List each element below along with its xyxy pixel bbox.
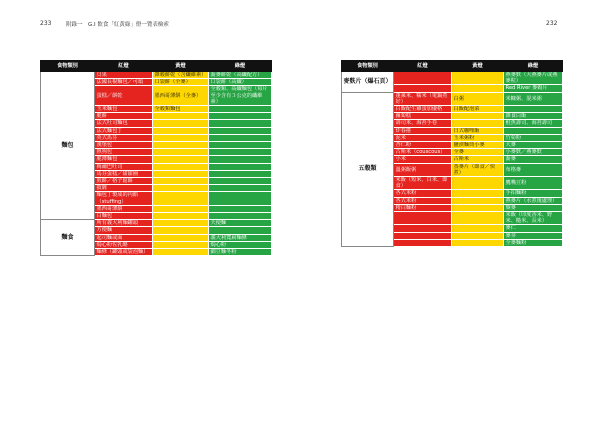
green-cell: 焗心粉 <box>209 241 272 248</box>
red-cell <box>394 85 452 92</box>
red-cell <box>394 72 452 85</box>
yellow-cell: 全穀類麵包 <box>153 106 209 113</box>
green-cell <box>504 127 563 134</box>
yellow-cell <box>452 197 504 204</box>
green-cell: 燕麥麩（大燕麥片或燕麥粒） <box>504 72 563 85</box>
red-cell: 泥米 <box>394 134 452 141</box>
col-header-red: 紅燈 <box>394 61 452 72</box>
green-cell: 鮭魚壽司、海苔壽司 <box>504 120 563 127</box>
yellow-cell <box>153 120 209 127</box>
green-cell <box>209 149 272 156</box>
green-cell: 手拍麵粉 <box>504 190 563 197</box>
red-cell: 墨西哥薄餅 <box>95 205 153 212</box>
col-header-yellow: 黃燈 <box>452 61 504 72</box>
table-header-row <box>41 61 272 72</box>
right-page-number: 232 <box>546 20 558 27</box>
red-cell <box>394 232 452 239</box>
yellow-cell <box>153 127 209 134</box>
col-header-category: 食物類別 <box>41 61 95 72</box>
red-cell: 精白麵粉 <box>394 204 452 211</box>
yellow-cell <box>452 113 504 120</box>
running-head: 附錄一 G.I 飲食「紅黃綠」燈一覽表檢索 <box>66 22 169 28</box>
right-page-table <box>341 60 563 247</box>
col-header-red: 紅燈 <box>95 61 153 72</box>
red-cell: 馬芬蛋糕／甜甜圈 <box>95 170 153 177</box>
yellow-cell: 雜穀餅乾（含纖維素） <box>153 72 209 79</box>
yellow-cell <box>153 134 209 141</box>
yellow-cell <box>452 72 504 85</box>
yellow-cell <box>452 212 504 225</box>
yellow-cell <box>153 205 209 212</box>
category-cell: 麥麩片（爆石頁） <box>342 72 394 93</box>
yellow-cell: 古斯米 <box>452 156 504 163</box>
green-cell: 義大利寬扁麵條 <box>209 234 272 241</box>
green-cell: 燕麥片（水煮後處理） <box>504 197 563 204</box>
green-cell: Red River 麥穀片 <box>504 85 563 92</box>
green-cell <box>209 120 272 127</box>
red-cell: 麵條（罐頭或袋泡麵） <box>95 249 153 256</box>
red-cell: 法式吐司麵包 <box>95 120 153 127</box>
red-cell <box>394 225 452 232</box>
red-cell: 蛋糕／餅乾 <box>95 86 153 106</box>
yellow-cell: 全麥 <box>452 149 504 156</box>
red-cell: 脆餅 <box>95 113 153 120</box>
red-cell: 披薩 <box>95 185 153 192</box>
red-cell: 小米 <box>394 156 452 163</box>
green-cell: 口袋餅（高纖） <box>209 79 272 86</box>
yellow-cell <box>452 204 504 211</box>
table-row <box>41 220 272 227</box>
red-cell: 古斯米（couscous） <box>394 149 452 156</box>
green-cell: 米糠粥、混米粥 <box>504 92 563 105</box>
green-cell <box>209 213 272 220</box>
yellow-cell <box>452 232 504 239</box>
green-cell: 蕎麥 <box>504 156 563 163</box>
green-cell: 米飯（印度香米、野米、糙米、長米） <box>504 212 563 225</box>
green-cell <box>209 192 272 205</box>
category-cell: 麵食 <box>41 220 95 256</box>
left-page-number: 233 <box>40 20 52 27</box>
red-cell: 貝果 <box>95 72 153 79</box>
red-cell: 玉米麵包 <box>95 106 153 113</box>
red-cell: 起司麵或面 <box>95 234 153 241</box>
red-cell: 方便麵 <box>95 227 153 234</box>
red-cell: 蘿蔔糕 <box>394 113 452 120</box>
green-cell <box>209 127 272 134</box>
yellow-cell: 玉米粥粉 <box>452 134 504 141</box>
red-cell: 焗心粉佐乳酪 <box>95 241 153 248</box>
red-cell: 白麵包 <box>95 213 153 220</box>
yellow-cell <box>153 185 209 192</box>
green-cell <box>504 106 563 113</box>
yellow-cell <box>452 239 504 246</box>
yellow-cell <box>153 156 209 163</box>
col-header-green: 綠燈 <box>209 61 272 72</box>
green-cell: 大麥 <box>504 142 563 149</box>
red-cell: 法國長棍麵包／可頌 <box>95 79 153 86</box>
yellow-cell <box>452 85 504 92</box>
yellow-cell <box>452 120 504 127</box>
green-cell: 雜食白飯 <box>504 113 563 120</box>
table-header-row <box>342 61 563 72</box>
yellow-cell <box>452 177 504 190</box>
yellow-cell <box>153 178 209 185</box>
green-cell: 布格麥 <box>504 163 563 176</box>
green-cell: 小麥麩／燕麥麩 <box>504 149 563 156</box>
red-cell <box>394 212 452 225</box>
category-cell: 五穀類 <box>342 92 394 246</box>
red-cell: 梅爾巴吐司 <box>95 163 153 170</box>
yellow-cell <box>153 142 209 149</box>
green-cell: 麥芽 <box>504 232 563 239</box>
red-cell: 炸春捲 <box>394 127 452 134</box>
green-cell: 全穀類、高纖麵包（每片至少含有３公克的纖維素） <box>209 86 272 106</box>
yellow-cell <box>153 149 209 156</box>
col-header-yellow: 黃燈 <box>153 61 209 72</box>
red-cell: 漢堡包 <box>95 142 153 149</box>
red-cell: 法式麵包丁 <box>95 127 153 134</box>
green-cell <box>209 134 272 141</box>
green-cell: 天使麵 <box>209 220 272 227</box>
left-page-table <box>40 60 272 256</box>
red-cell <box>394 239 452 246</box>
red-cell: 麵包丁製成的內餡（stuffing） <box>95 192 153 205</box>
yellow-cell <box>153 113 209 120</box>
table-row <box>41 72 272 79</box>
yellow-cell <box>153 249 209 256</box>
col-header-green: 綠燈 <box>504 61 563 72</box>
red-cell: 脆薄麵包 <box>95 156 153 163</box>
yellow-cell <box>153 241 209 248</box>
green-cell <box>209 163 272 170</box>
green-cell: 麥仁 <box>504 225 563 232</box>
green-cell <box>209 106 272 113</box>
red-cell: 各式米粉 <box>394 190 452 197</box>
yellow-cell <box>153 227 209 234</box>
green-cell: 細豆麵冬粉 <box>209 249 272 256</box>
col-header-category: 食物類別 <box>342 61 394 72</box>
red-cell: 熱狗包 <box>95 149 153 156</box>
red-cell: 壽司米、海苔手卷 <box>394 120 452 127</box>
green-cell: 蕎麥餅乾（高纖配方） <box>209 72 272 79</box>
green-cell <box>209 227 272 234</box>
table-row <box>342 72 563 85</box>
red-cell: 溫粥飯粥 <box>394 163 452 176</box>
yellow-cell <box>452 190 504 197</box>
green-cell <box>209 178 272 185</box>
yellow-cell <box>153 163 209 170</box>
red-cell: 所有義大利麵罐頭 <box>95 220 153 227</box>
yellow-cell: 日式咖哩飯 <box>452 127 504 134</box>
table-row <box>342 92 563 105</box>
green-cell: 鷹嘴豆粉 <box>504 177 563 190</box>
category-cell: 麵包 <box>41 72 95 220</box>
red-cell: 各式米粉 <box>394 197 452 204</box>
red-cell: 杏仁粉 <box>394 142 452 149</box>
yellow-cell: 鹽漬麵筒小麥 <box>452 142 504 149</box>
green-cell <box>209 185 272 192</box>
green-cell <box>209 113 272 120</box>
green-cell <box>209 205 272 212</box>
green-cell <box>209 170 272 177</box>
red-cell: 英式馬芬 <box>95 134 153 141</box>
red-cell: 蓬萊米、糯米（電鍋煮好） <box>394 92 452 105</box>
green-cell <box>209 156 272 163</box>
yellow-cell: 蒸麥片（即食／快煮） <box>452 163 504 176</box>
green-cell: 全麥麵粉 <box>504 239 563 246</box>
red-cell: 煎餅／格子鬆餅 <box>95 178 153 185</box>
red-cell: 米飯（短米、白米、即食） <box>394 177 452 190</box>
yellow-cell: 白飯配泡菜 <box>452 106 504 113</box>
green-cell: 藜麥 <box>504 204 563 211</box>
green-cell <box>209 142 272 149</box>
yellow-cell: 墨西哥薄餅（全麥） <box>153 86 209 106</box>
yellow-cell <box>153 213 209 220</box>
yellow-cell <box>153 170 209 177</box>
yellow-cell <box>153 192 209 205</box>
yellow-cell <box>153 234 209 241</box>
yellow-cell: 口袋餅（全麥） <box>153 79 209 86</box>
green-cell: 竹筍粉 <box>504 134 563 141</box>
yellow-cell <box>452 225 504 232</box>
yellow-cell: 白粥 <box>452 92 504 105</box>
red-cell: 白飯配生雞蛋加優格 <box>394 106 452 113</box>
yellow-cell <box>153 220 209 227</box>
